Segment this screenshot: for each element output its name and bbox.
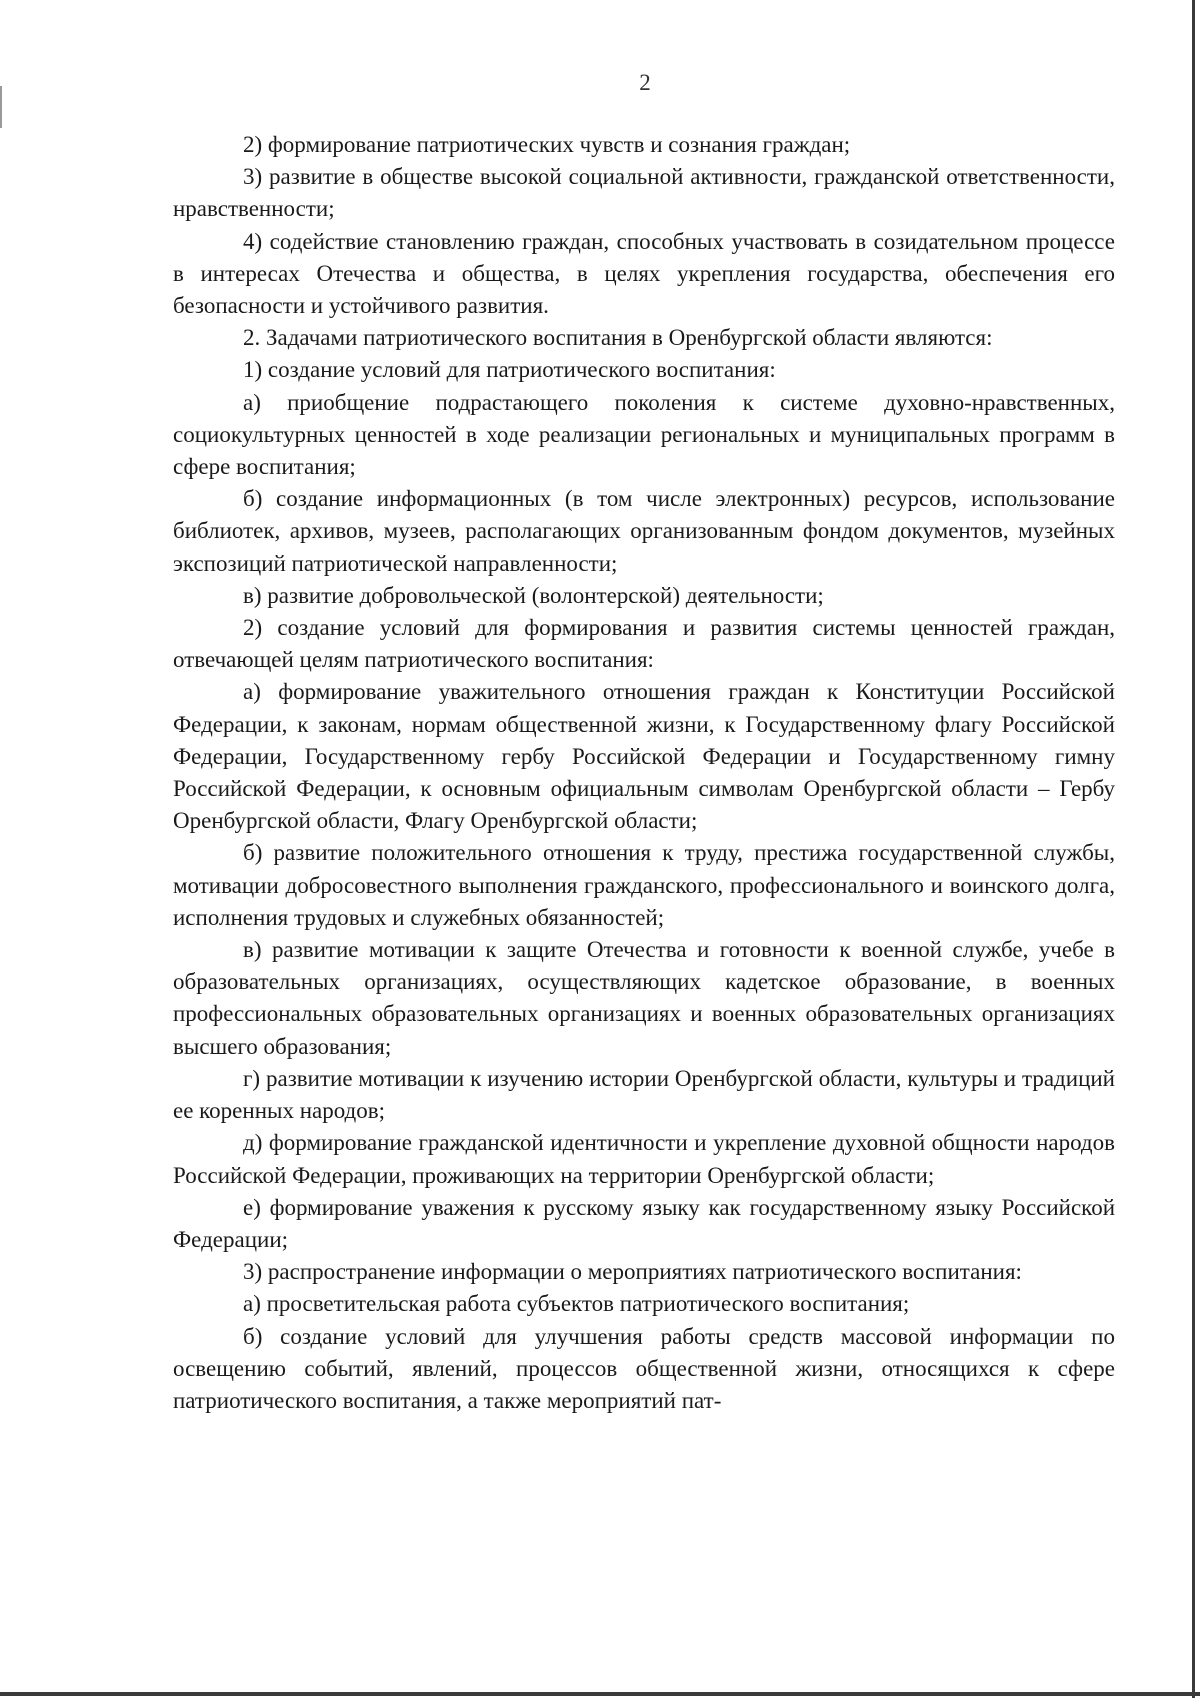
paragraph: в) развитие мотивации к защите Отечества и готовности к военной службе, учебе в образовательных организациях, осуществляющих кадетское образование, в военных профессиональных образовательных организациях и военных образовательных организациях высшего образования; (173, 937, 1115, 1059)
paragraph: б) создание условий для улучшения работы средств массовой информации по освещению событий, явлений, процессов общественной жизни, относящихся к сфере патриотического воспитания, а также мероприятий пат- (173, 1323, 1115, 1413)
paragraph: е) формирование уважения к русскому языку как государственному языку Российской Федерации; (173, 1194, 1115, 1252)
paragraph: 3) распространение информации о мероприятиях патриотического воспитания: (243, 1259, 1022, 1285)
paragraph: 2. Задачами патриотического воспитания в Оренбургской области являются: (243, 325, 993, 351)
scan-edge-right (1192, 0, 1195, 1698)
paragraph: б) развитие положительного отношения к труду, престижа государственной службы, мотивации добросовестного выполнения гражданского, профессионального и воинского долга, исполнения трудовых и служебных обязанностей; (173, 840, 1115, 930)
paragraph: в) развитие добровольческой (волонтерской) деятельности; (243, 582, 824, 608)
paragraph: д) формирование гражданской идентичности и укрепление духовной общности народов Российской Федерации, проживающих на территории Оренбургской области; (173, 1130, 1115, 1188)
scan-edge-bottom (0, 1692, 1200, 1696)
paragraph: г) развитие мотивации к изучению истории Оренбургской области, культуры и традиций ее коренных народов; (173, 1065, 1115, 1124)
paragraph: а) просветительская работа субъектов патриотического воспитания; (243, 1291, 910, 1317)
page-number: 2 (639, 70, 651, 95)
paragraph: а) формирование уважительного отношения граждан к Конституции Российской Федерации, к законам, нормам общественной жизни, к Государственному флагу Российской Федерации, Государственному гербу Российской Федерации и Государственному гимну Российской Федерации, к основным официальным символам Оренбургской области – Гербу Оренбургской области, Флагу Оренбургской области; (173, 679, 1115, 834)
document-body (173, 129, 1115, 1417)
paragraph: 4) содействие становлению граждан, способных участвовать в созидательном процессе в интересах Отечества и общества, в целях укрепления государства, обеспечения его безопасности и устойчивого развития. (173, 228, 1115, 319)
paragraph: 2) создание условий для формирования и развития системы ценностей граждан, отвечающей целям патриотического воспитания: (173, 615, 1115, 673)
paragraph: 1) создание условий для патриотического воспитания: (243, 357, 776, 383)
paragraph: б) создание информационных (в том числе электронных) ресурсов, использование библиотек, архивов, музеев, располагающих организованным фондом документов, музейных экспозиций патриотической направленности; (173, 486, 1115, 576)
paragraph: 2) формирование патриотических чувств и сознания граждан; (243, 132, 851, 157)
paragraph: а) приобщение подрастающего поколения к системе духовно-нравственных, социокультурных ценностей в ходе реализации региональных и муниципальных программ в сфере воспитания; (173, 389, 1115, 480)
paragraph: 3) развитие в обществе высокой социальной активности, гражданской ответственности, нравственности; (173, 164, 1115, 222)
